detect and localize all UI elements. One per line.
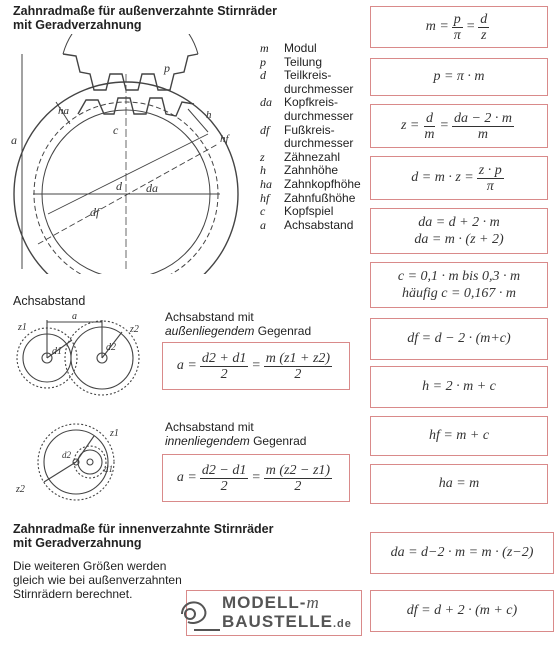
gear-diagram bbox=[8, 34, 258, 274]
legend-symbol: a bbox=[260, 217, 266, 232]
section-title-external bbox=[13, 4, 277, 32]
outer-gear-caption: Achsabstand mit außenliegendem Gegenrad bbox=[165, 310, 312, 338]
formula-box-root-diameter: df = d − 2 · (m+c) bbox=[370, 318, 548, 360]
label-c: c bbox=[113, 123, 119, 137]
label-ha: ha bbox=[58, 105, 69, 117]
svg-text:d2: d2 bbox=[62, 450, 71, 460]
svg-text:z1: z1 bbox=[110, 428, 119, 439]
label-hf: hf bbox=[220, 133, 229, 145]
svg-text:d1: d1 bbox=[52, 346, 62, 357]
label-a: a bbox=[11, 133, 17, 147]
legend-text: Zahnfußhöhe bbox=[284, 190, 356, 205]
svg-text:d1: d1 bbox=[104, 464, 113, 474]
section-title-line1: Zahnradmaße für außenverzahnte Stirnräder bbox=[13, 4, 277, 18]
svg-text:z1: z1 bbox=[18, 322, 27, 333]
legend-symbol: m bbox=[260, 41, 269, 55]
label-da: da bbox=[146, 181, 158, 195]
svg-text:a: a bbox=[72, 311, 77, 322]
legend-item bbox=[260, 56, 370, 70]
label-p: p bbox=[164, 61, 170, 75]
formula-box-internal-tip: da = d−2 · m = m · (z−2) bbox=[370, 532, 554, 574]
legend-symbol: da bbox=[260, 95, 272, 110]
legend-symbol: ha bbox=[260, 176, 272, 191]
internal-mesh-diagram bbox=[14, 418, 139, 503]
formula-box-clearance: c = 0,1 · m bis 0,3 · m häufig c = 0,167 · m bbox=[370, 262, 548, 308]
formula-box-dedendum: hf = m + c bbox=[370, 416, 548, 456]
legend-text: Kopfspiel bbox=[284, 204, 334, 219]
external-mesh-diagram bbox=[12, 310, 147, 405]
legend-text: Zähnezahl bbox=[284, 149, 341, 164]
legend-symbol: df bbox=[260, 122, 270, 137]
section-title-line2: mit Geradverzahnung bbox=[13, 18, 142, 32]
svg-text:z2: z2 bbox=[130, 324, 139, 335]
legend-item bbox=[260, 124, 370, 151]
legend-symbol: h bbox=[260, 163, 266, 178]
legend-symbol: c bbox=[260, 204, 266, 219]
legend-symbol: p bbox=[260, 54, 266, 69]
legend-text: Fußkreis- durchmesser bbox=[284, 122, 354, 151]
legend-symbol: d bbox=[260, 68, 266, 83]
legend-item bbox=[260, 192, 370, 206]
formula-box-tip-diameter: da = d + 2 · m da = m · (z + 2) bbox=[370, 208, 548, 254]
legend-text: Zahnhöhe bbox=[284, 163, 339, 178]
label-h: h bbox=[206, 109, 212, 121]
section-internal-body: Die weiteren Größen werden gleich wie bei außenverzahnten Stirnrädern berechnet. bbox=[13, 559, 182, 601]
achsabstand-title: Achsabstand bbox=[13, 294, 86, 308]
legend-item bbox=[260, 69, 370, 96]
inner-gear-caption: Achsabstand mit innenliegendem Gegenrad bbox=[165, 420, 307, 448]
formula-box-tooth-height: h = 2 · m + c bbox=[370, 366, 548, 408]
section-title-internal: Zahnradmaße für innenverzahnte Stirnräder mit Geradverzahnung bbox=[13, 522, 274, 550]
formula-box-teeth: z = $\frac{d}{m}$ = $\frac{da - 2 \cdot m}{m}$ bbox=[370, 104, 548, 148]
legend-item bbox=[260, 164, 370, 178]
legend-item bbox=[260, 42, 370, 56]
legend-text: Teilung bbox=[284, 54, 323, 69]
symbol-legend bbox=[260, 42, 370, 232]
legend-text: Zahnkopfhöhe bbox=[284, 176, 361, 191]
formula-box-axis-external: a = $\frac{d2 + d1}{2}$ = $\frac{m (z1 + z2)}{2}$ bbox=[162, 342, 350, 390]
legend-item bbox=[260, 219, 370, 233]
legend-text: Teilkreis- durchmesser bbox=[284, 68, 354, 96]
watermark-line1: MODELL-m bbox=[222, 593, 320, 612]
legend-item bbox=[260, 151, 370, 165]
gear-logo-icon bbox=[176, 594, 226, 636]
svg-text:d2: d2 bbox=[106, 342, 116, 353]
label-d: d bbox=[116, 179, 122, 193]
legend-symbol: z bbox=[260, 149, 265, 164]
label-df: df bbox=[90, 205, 100, 219]
legend-text: Modul bbox=[284, 41, 317, 55]
legend-symbol: hf bbox=[260, 190, 270, 205]
watermark-line2: BAUSTELLE.de bbox=[222, 612, 352, 631]
legend-text: Achsabstand bbox=[284, 217, 354, 232]
legend-item bbox=[260, 205, 370, 219]
formula-box-diameter: d = m · z = $\frac{z \cdot p}{\pi}$ bbox=[370, 156, 548, 200]
legend-item bbox=[260, 178, 370, 192]
svg-text:z2: z2 bbox=[16, 484, 25, 495]
formula-box-addendum: ha = m bbox=[370, 464, 548, 504]
formula-box-pitch: p = π · m bbox=[370, 58, 548, 96]
legend-item bbox=[260, 96, 370, 123]
formula-box-axis-internal: a = $\frac{d2 - d1}{2}$ = $\frac{m (z2 - z1)}{2}$ bbox=[162, 454, 350, 502]
upper-gear-teeth bbox=[63, 54, 198, 90]
formula-box-internal-root: df = d + 2 · (m + c) bbox=[370, 590, 554, 632]
upper-gear-arc bbox=[63, 34, 198, 54]
formula-box-module: m = $\frac{p}{\pi}$ = $\frac{d}{z}$ bbox=[370, 6, 548, 48]
legend-text: Kopfkreis- durchmesser bbox=[284, 95, 354, 123]
